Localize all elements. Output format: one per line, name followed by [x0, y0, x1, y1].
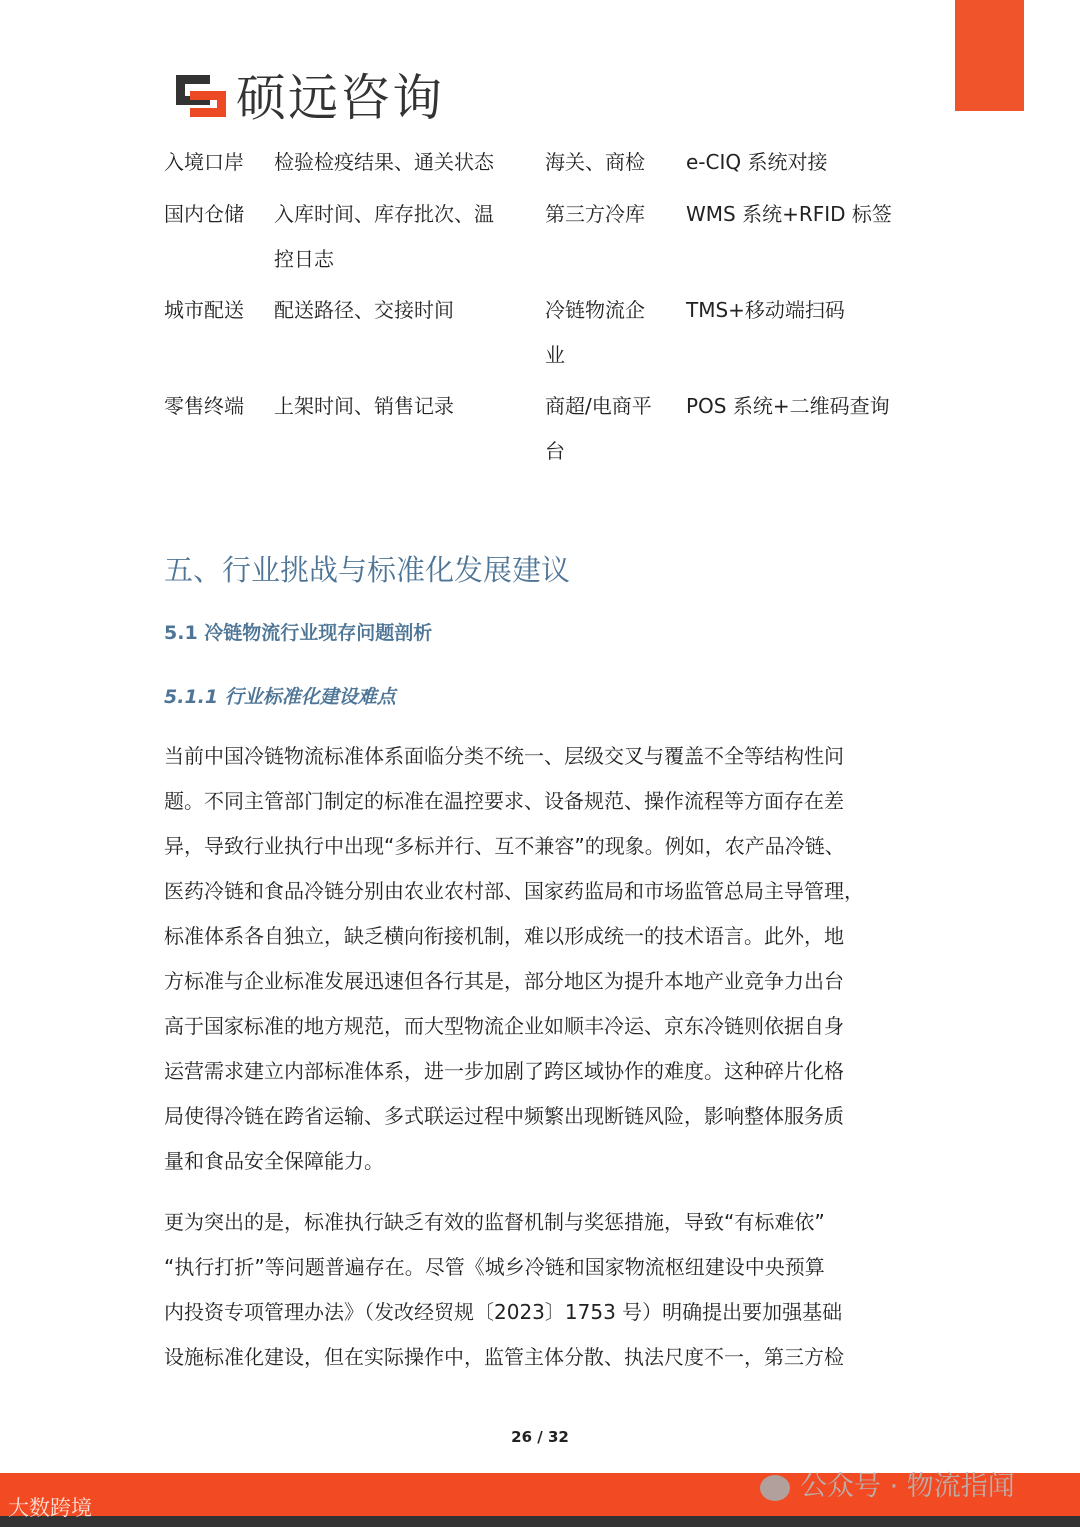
table-cell-data — [274, 288, 524, 333]
cell-line: 第三方冷库 — [545, 202, 645, 226]
watermark-right — [760, 1464, 1015, 1503]
paragraph-line: “执行打折”等问题普遍存在。尽管《城乡冷链和国家物流枢纽建设中央预算 — [164, 1255, 825, 1279]
table-cell-stage — [164, 192, 264, 237]
wechat-icon — [760, 1475, 790, 1501]
cell-line: 入境口岸 — [164, 150, 244, 174]
body-paragraph — [164, 1200, 924, 1380]
cell-line: 上架时间、销售记录 — [274, 394, 454, 418]
body-paragraph — [164, 734, 924, 1184]
paragraph-line: 方标准与企业标准发展迅速但各行其是，部分地区为提升本地产业竞争力出台 — [164, 969, 844, 993]
paragraph-line: 标准体系各自独立，缺乏横向衔接机制，难以形成统一的技术语言。此外，地 — [164, 924, 844, 948]
cell-line: 冷链物流企 — [545, 298, 645, 322]
subsection-heading: 5.1 冷链物流行业现存问题剖析 — [164, 622, 433, 644]
cell-line: 国内仓储 — [164, 202, 244, 226]
table-cell-stage — [164, 288, 264, 333]
table-cell-tech — [686, 140, 946, 185]
paragraph-line: 更为突出的是，标准执行缺乏有效的监督机制与奖惩措施，导致“有标难依” — [164, 1210, 825, 1234]
watermark-left: 大数跨境 — [8, 1496, 92, 1520]
page-number: 26 / 32 — [511, 1428, 569, 1446]
table-cell-tech — [686, 192, 946, 237]
paragraph-line: 医药冷链和食品冷链分别由农业农村部、国家药监局和市场监管总局主导管理， — [164, 879, 864, 903]
cell-line: 控日志 — [274, 247, 334, 271]
paragraph-line: 内投资专项管理办法》（发改经贸规〔2023〕1753 号）明确提出要加强基础 — [164, 1300, 843, 1324]
logo-mark-icon — [176, 70, 226, 118]
paragraph-line: 异，导致行业执行中出现“多标并行、互不兼容”的现象。例如，农产品冷链、 — [164, 834, 845, 858]
logo-text: 硕远咨询 — [236, 69, 444, 127]
table-cell-data — [274, 140, 524, 185]
cell-line: e-CIQ 系统对接 — [686, 150, 828, 174]
paragraph-line: 题。不同主管部门制定的标准在温控要求、设备规范、操作流程等方面存在差 — [164, 789, 844, 813]
cell-line: 商超/电商平 — [545, 394, 652, 418]
cell-line: 业 — [545, 343, 565, 367]
paragraph-line: 当前中国冷链物流标准体系面临分类不统一、层级交叉与覆盖不全等结构性问 — [164, 744, 844, 768]
cell-line: 配送路径、交接时间 — [274, 298, 454, 322]
cell-line: 入库时间、库存批次、温 — [274, 202, 494, 226]
company-logo — [176, 58, 444, 130]
paragraph-line: 量和食品安全保障能力。 — [164, 1149, 384, 1173]
table-cell-party — [545, 384, 670, 474]
table-cell-tech — [686, 288, 946, 333]
table-cell-party — [545, 140, 670, 185]
cell-line: 海关、商检 — [545, 150, 645, 174]
cell-line: 检验检疫结果、通关状态 — [274, 150, 494, 174]
table-cell-stage — [164, 384, 264, 429]
section-heading: 五、行业挑战与标准化发展建议 — [164, 553, 571, 587]
cell-line: TMS+移动端扫码 — [686, 298, 845, 322]
table-cell-stage — [164, 140, 264, 185]
cell-line: 台 — [545, 439, 565, 463]
cell-line: POS 系统+二维码查询 — [686, 394, 890, 418]
paragraph-line: 高于国家标准的地方规范，而大型物流企业如顺丰冷运、京东冷链则依据自身 — [164, 1014, 844, 1038]
table-cell-data — [274, 384, 524, 429]
subsubsection-heading: 5.1.1 行业标准化建设难点 — [164, 686, 396, 708]
table-cell-party — [545, 288, 670, 378]
paragraph-line: 局使得冷链在跨省运输、多式联运过程中频繁出现断链风险，影响整体服务质 — [164, 1104, 844, 1128]
table-cell-tech — [686, 384, 946, 429]
watermark-right-text: 公众号 · 物流指闻 — [800, 1471, 1015, 1502]
cell-line: WMS 系统+RFID 标签 — [686, 202, 892, 226]
corner-accent-block — [955, 0, 1024, 111]
cell-line: 零售终端 — [164, 394, 244, 418]
cell-line: 城市配送 — [164, 298, 244, 322]
table-cell-party — [545, 192, 670, 237]
paragraph-line: 设施标准化建设，但在实际操作中，监管主体分散、执法尺度不一，第三方检 — [164, 1345, 844, 1369]
footer-bottom-strip — [0, 1516, 1080, 1527]
table-cell-data — [274, 192, 524, 282]
paragraph-line: 运营需求建立内部标准体系，进一步加剧了跨区域协作的难度。这种碎片化格 — [164, 1059, 844, 1083]
